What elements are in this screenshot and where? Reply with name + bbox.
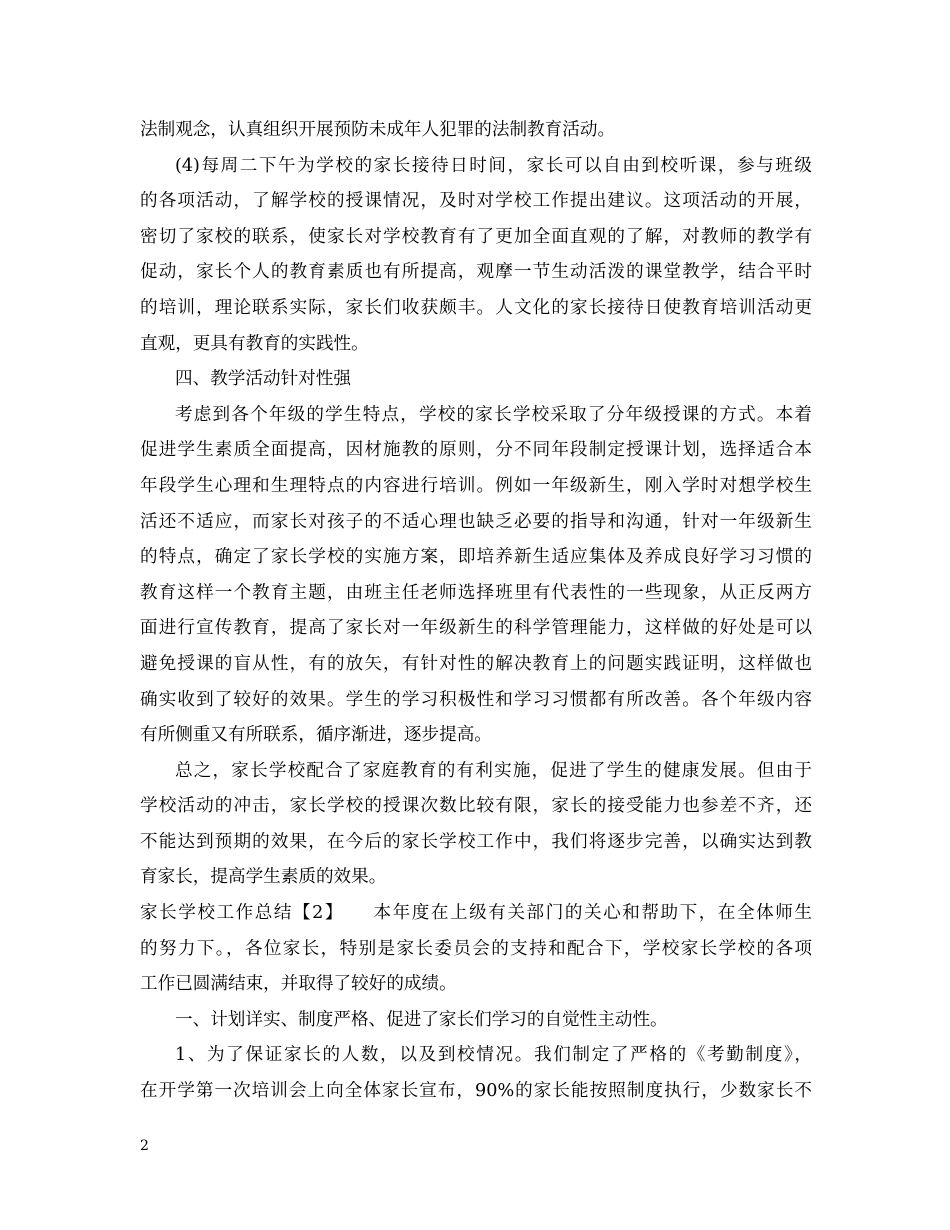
text-line: 教育这样一个教育主题，由班主任老师选择班里有代表性的一些现象，从正反两方 — [140, 582, 812, 603]
text-line: 一、计划详实、制度严格、促进了家长们学习的自觉性主动性。 — [175, 1009, 668, 1030]
text-line: 的各项活动，了解学校的授课情况，及时对学校工作提出建议。这项活动的开展， — [140, 191, 812, 212]
text-line: 有所侧重又有所联系，循序渐进，逐步提高。 — [140, 725, 492, 746]
text-line: 学校活动的冲击，家长学校的授课次数比较有限，家长的接受能力也参差不齐，还 — [140, 796, 812, 817]
text-line: 在开学第一次培训会上向全体家长宣布，90%的家长能按照制度执行，少数家长不 — [140, 1081, 812, 1102]
text-line: 法制观念，认真组织开展预防未成年人犯罪的法制教育活动。 — [140, 120, 616, 140]
text-line: 面进行宣传教育，提高了家长对一年级新生的科学管理能力，这样做的好处是可以 — [140, 618, 812, 639]
text-line: 工作已圆满结束，并取得了较好的成绩。 — [140, 974, 457, 995]
text-line: 确实收到了较好的效果。学生的学习积极性和学习习惯都有所改善。各个年级内容 — [140, 689, 812, 710]
text-line: 总之，家长学校配合了家庭教育的有利实施，促进了学生的健康发展。但由于 — [175, 760, 812, 781]
text-line: 家长学校工作总结【2】 本年度在上级有关部门的关心和帮助下，在全体师生 — [140, 903, 812, 924]
text-line: 密切了家校的联系，使家长对学校教育有了更加全面直观的了解，对教师的教学有 — [140, 226, 812, 247]
text-line: 的培训，理论联系实际，家长们收获颇丰。人文化的家长接待日使教育培训活动更 — [140, 297, 812, 318]
text-line: 考虑到各个年级的学生特点，学校的家长学校采取了分年级授课的方式。本着 — [175, 404, 812, 425]
text-line: 年段学生心理和生理特点的内容进行培训。例如一年级新生，刚入学时对想学校生 — [140, 475, 812, 496]
text-line: (4)每周二下午为学校的家长接待日时间，家长可以自由到校听课，参与班级 — [175, 155, 812, 176]
text-line: 促进学生素质全面提高，因材施教的原则，分不同年段制定授课计划，选择适合本 — [140, 440, 812, 461]
text-line: 活还不适应，而家长对孩子的不适心理也缺乏必要的指导和沟通，针对一年级新生 — [140, 511, 812, 532]
text-line: 促动，家长个人的教育素质也有所提高，观摩一节生动活泼的课堂教学，结合平时 — [140, 262, 812, 283]
text-line: 四、教学活动针对性强 — [175, 369, 351, 390]
text-line: 不能达到预期的效果，在今后的家长学校工作中，我们将逐步完善，以确实达到教 — [140, 831, 812, 852]
text-line: 直观，更具有教育的实践性。 — [140, 333, 369, 354]
text-line: 的特点，确定了家长学校的实施方案，即培养新生适应集体及养成良好学习习惯的 — [140, 547, 812, 568]
text-line: 的努力下。，各位家长，特别是家长委员会的支持和配合下，学校家长学校的各项 — [140, 938, 812, 959]
text-line: 1、为了保证家长的人数，以及到校情况。我们制定了严格的《考勤制度》， — [175, 1045, 812, 1066]
text-line: 避免授课的盲从性，有的放矢，有针对性的解决教育上的问题实践证明，这样做也 — [140, 653, 812, 674]
document-body — [140, 113, 812, 1110]
text-line: 育家长，提高学生素质的效果。 — [140, 867, 387, 888]
page-number: 2 — [140, 1138, 149, 1154]
